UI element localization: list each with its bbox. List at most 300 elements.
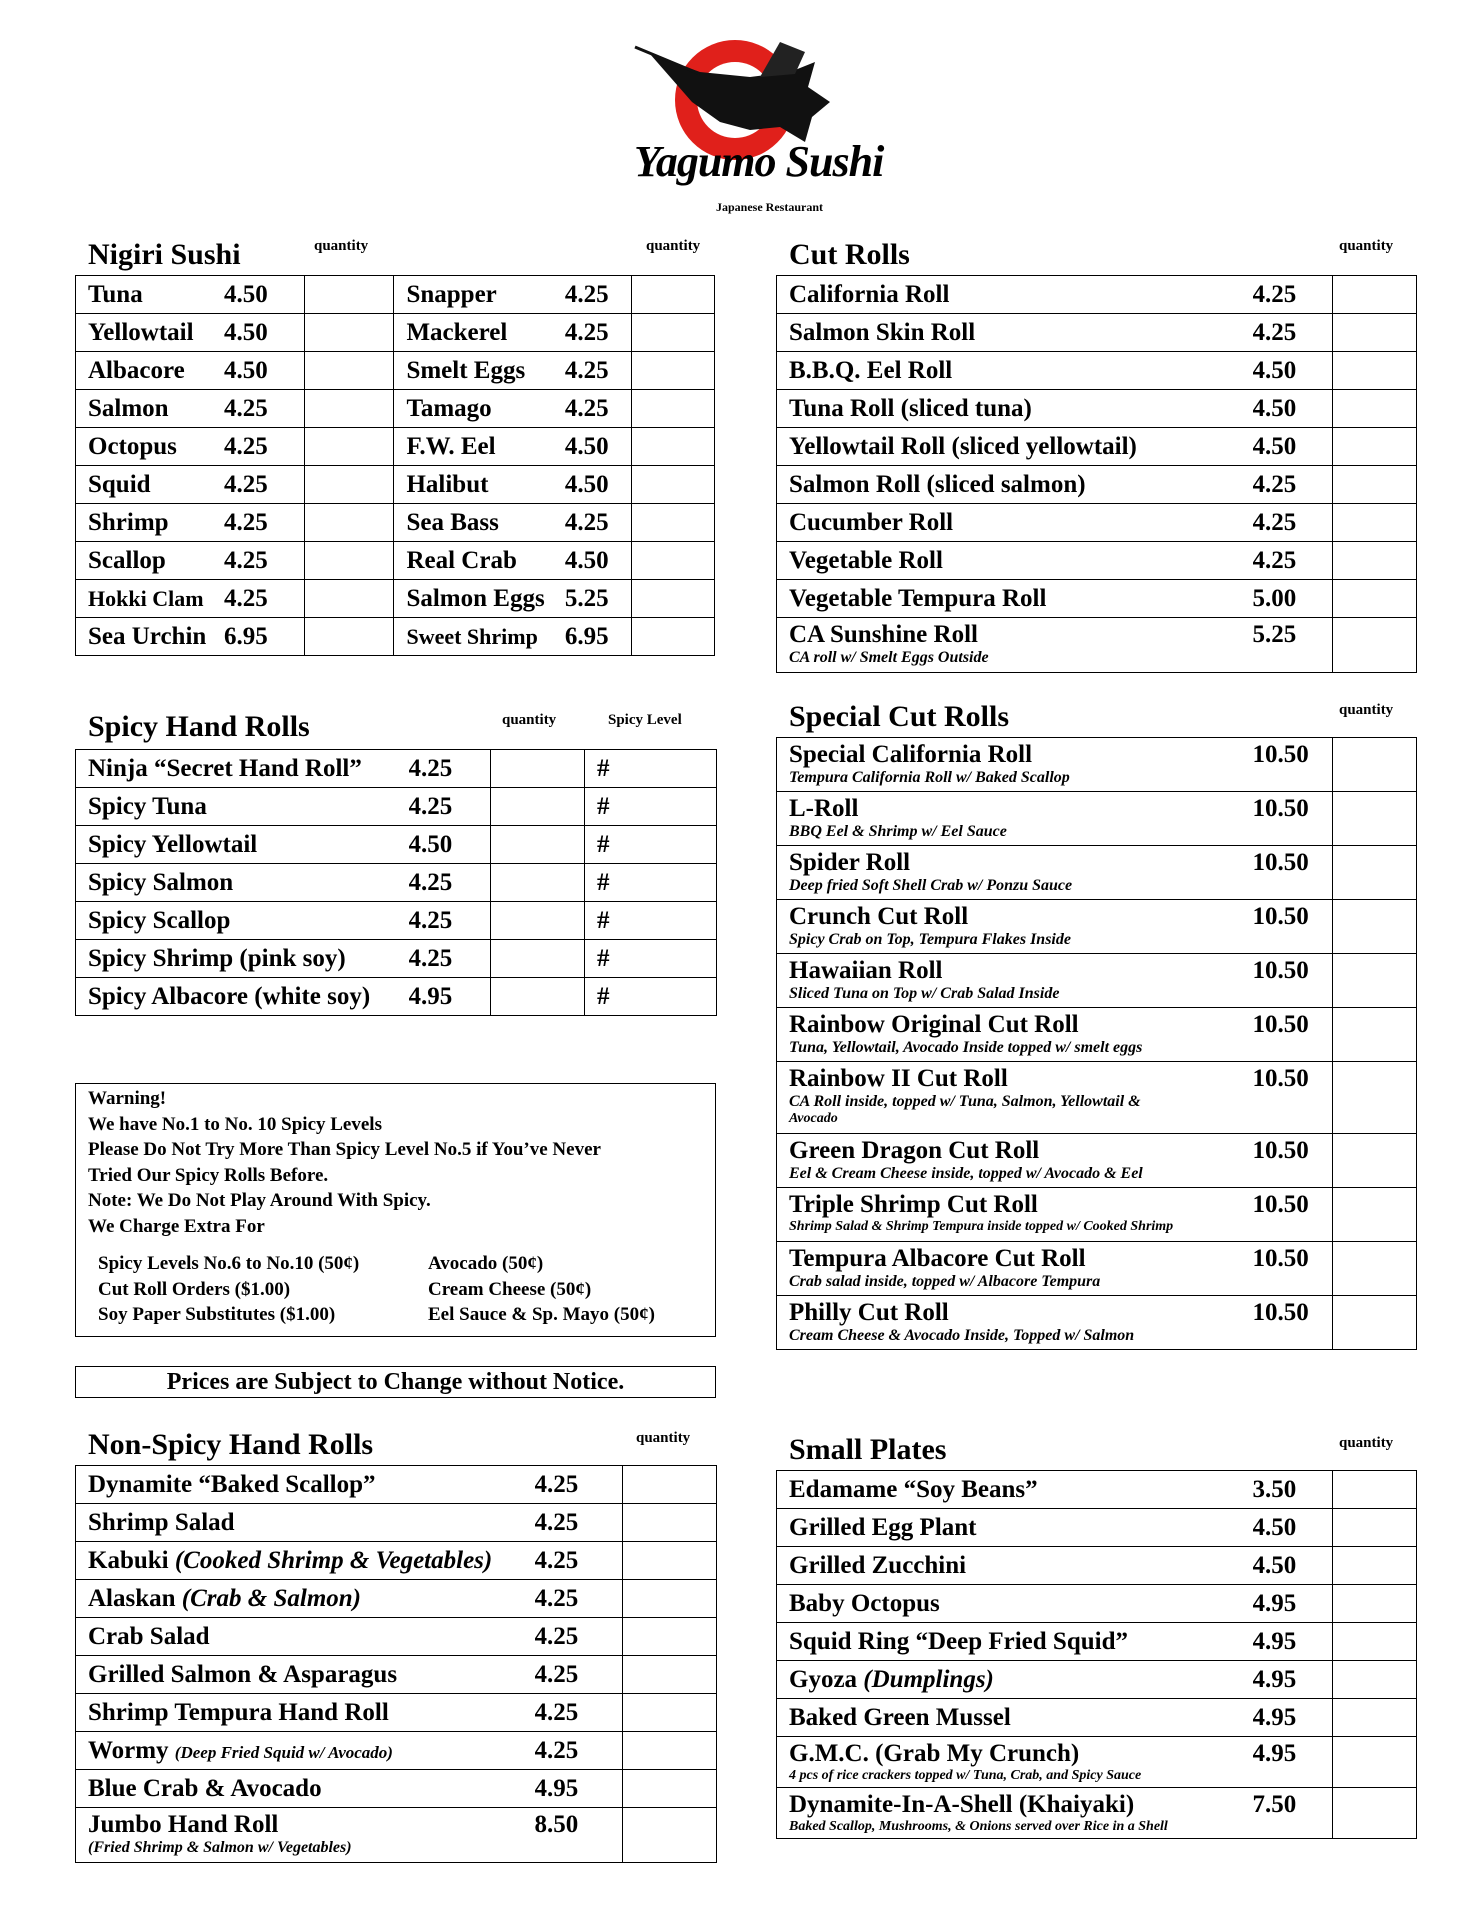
item-name-cell	[777, 738, 1253, 792]
nigiri-title: Nigiri Sushi	[88, 238, 241, 271]
item-name-cell	[76, 940, 409, 978]
item-price: 4.50	[1253, 1509, 1333, 1547]
item-price: 4.25	[409, 940, 491, 978]
item-name: Gyoza	[789, 1665, 858, 1693]
item-name: Sea Bass	[394, 504, 565, 542]
item-name-cell	[777, 1788, 1253, 1839]
item-price: 10.50	[1253, 900, 1333, 954]
quantity-input[interactable]	[304, 542, 394, 580]
table-row	[777, 1509, 1417, 1547]
item-name: Octopus	[76, 428, 225, 466]
item-price: 4.95	[1253, 1661, 1333, 1699]
item-name: Shrimp Salad	[88, 1508, 235, 1536]
quantity-input[interactable]	[1333, 1188, 1417, 1242]
spicy-level-input[interactable]: #	[585, 826, 717, 864]
quantity-label: quantity	[314, 238, 369, 254]
item-name-cell	[76, 1808, 535, 1863]
item-price: 6.95	[565, 618, 631, 656]
quantity-input[interactable]	[1333, 504, 1417, 542]
quantity-input[interactable]	[491, 940, 585, 978]
item-name-cell	[777, 900, 1253, 954]
quantity-input[interactable]	[491, 902, 585, 940]
item-name: Philly Cut Roll	[789, 1299, 949, 1326]
item-name: Squid	[76, 466, 225, 504]
quantity-label: quantity	[502, 712, 557, 728]
item-price: 4.25	[535, 1618, 623, 1656]
quantity-input[interactable]	[304, 466, 394, 504]
table-row	[777, 954, 1417, 1008]
item-description: Avocado	[789, 1111, 838, 1126]
table-row	[76, 504, 715, 542]
item-name: L-Roll	[789, 795, 859, 822]
table-row	[777, 1788, 1417, 1839]
logo-subtitle: Japanese Restaurant	[716, 200, 823, 214]
item-name: Crunch Cut Roll	[789, 903, 969, 930]
quantity-input[interactable]	[1333, 276, 1417, 314]
table-row	[777, 1188, 1417, 1242]
table-row	[76, 978, 717, 1016]
warning-line: We have No.1 to No. 10 Spicy Levels	[88, 1113, 382, 1135]
quantity-input[interactable]	[491, 750, 585, 788]
item-name: Kabuki	[88, 1546, 169, 1574]
item-name-cell	[76, 902, 409, 940]
item-name: Tuna	[76, 276, 225, 314]
item-name: G.M.C. (Grab My Crunch)	[789, 1740, 1080, 1767]
item-name-cell	[777, 1547, 1253, 1585]
quantity-input[interactable]	[304, 580, 394, 618]
item-name-cell	[777, 1296, 1253, 1350]
table-row	[777, 314, 1417, 352]
warning-line: Tried Our Spicy Rolls Before.	[88, 1164, 329, 1186]
item-price: 4.25	[1253, 314, 1333, 352]
quantity-input[interactable]	[1333, 1134, 1417, 1188]
item-note: (Cooked Shrimp & Vegetables)	[174, 1546, 493, 1574]
quantity-input[interactable]	[1333, 792, 1417, 846]
item-name-cell	[777, 276, 1253, 314]
item-name: Salmon Eggs	[394, 580, 565, 618]
item-price: 10.50	[1253, 846, 1333, 900]
spicy-level-input[interactable]: #	[585, 940, 717, 978]
item-name: F.W. Eel	[394, 428, 565, 466]
item-price: 4.50	[224, 314, 304, 352]
item-price: 4.50	[1253, 390, 1333, 428]
table-row	[777, 1585, 1417, 1623]
table-row	[777, 1471, 1417, 1509]
quantity-input[interactable]	[304, 276, 394, 314]
quantity-label: quantity	[1339, 702, 1394, 718]
warning-line: We Charge Extra For	[88, 1215, 265, 1237]
quantity-input[interactable]	[1333, 1585, 1417, 1623]
item-price: 10.50	[1253, 1188, 1333, 1242]
quantity-input[interactable]	[1333, 352, 1417, 390]
quantity-input[interactable]	[491, 826, 585, 864]
item-name-cell	[76, 978, 409, 1016]
item-name: Spicy Salmon	[88, 868, 234, 896]
item-name: Scallop	[76, 542, 225, 580]
table-row	[777, 1242, 1417, 1296]
table-row	[777, 504, 1417, 542]
quantity-input[interactable]	[631, 352, 714, 390]
quantity-label: quantity	[1339, 1435, 1394, 1451]
item-price: 4.50	[1253, 352, 1333, 390]
item-description: Spicy Crab on Top, Tempura Flakes Inside	[789, 931, 1071, 948]
item-name-cell	[777, 1134, 1253, 1188]
quantity-input[interactable]	[1333, 1547, 1417, 1585]
quantity-input[interactable]	[1333, 618, 1417, 673]
spicy-level-input[interactable]: #	[585, 750, 717, 788]
item-name: Halibut	[394, 466, 565, 504]
item-price: 4.95	[1253, 1623, 1333, 1661]
item-name-cell	[76, 1580, 535, 1618]
item-price: 4.25	[409, 864, 491, 902]
item-price: 4.25	[224, 504, 304, 542]
item-name-cell	[76, 1656, 535, 1694]
table-row	[76, 352, 715, 390]
table-row	[777, 1547, 1417, 1585]
item-name: Salmon Roll (sliced salmon)	[789, 470, 1086, 498]
logo-text: Yagumo Sushi	[634, 137, 884, 186]
spicy-warning-box	[75, 1083, 716, 1337]
item-name: Spicy Scallop	[88, 906, 231, 934]
spicy-table	[75, 749, 717, 1016]
quantity-input[interactable]	[1333, 466, 1417, 504]
quantity-input[interactable]	[1333, 846, 1417, 900]
item-description: (Fried Shrimp & Salmon w/ Vegetables)	[88, 1839, 352, 1856]
quantity-input[interactable]	[1333, 1062, 1417, 1134]
quantity-input[interactable]	[631, 314, 714, 352]
item-name: Real Crab	[394, 542, 565, 580]
item-price: 10.50	[1253, 1134, 1333, 1188]
quantity-input[interactable]	[304, 352, 394, 390]
quantity-input[interactable]	[1333, 954, 1417, 1008]
table-row	[76, 1618, 717, 1656]
table-row	[76, 1694, 717, 1732]
item-price: 4.50	[565, 542, 631, 580]
item-name: Triple Shrimp Cut Roll	[789, 1191, 1038, 1218]
table-row	[76, 428, 715, 466]
table-row	[76, 276, 715, 314]
quantity-input[interactable]	[1333, 1471, 1417, 1509]
quantity-input[interactable]	[631, 428, 714, 466]
item-name: Spicy Yellowtail	[88, 830, 258, 858]
extra-charge-item: Eel Sauce & Sp. Mayo (50¢)	[428, 1304, 655, 1325]
restaurant-logo	[630, 32, 884, 222]
quantity-input[interactable]	[631, 580, 714, 618]
item-name: Spicy Shrimp (pink soy)	[88, 944, 346, 972]
quantity-input[interactable]	[1333, 1623, 1417, 1661]
table-row	[777, 900, 1417, 954]
item-name: Salmon	[76, 390, 225, 428]
item-price: 4.95	[1253, 1585, 1333, 1623]
non-spicy-title: Non-Spicy Hand Rolls	[88, 1428, 374, 1461]
item-price: 5.00	[1253, 580, 1333, 618]
table-row	[777, 1134, 1417, 1188]
quantity-input[interactable]	[304, 504, 394, 542]
table-row	[76, 1656, 717, 1694]
item-price: 4.25	[565, 352, 631, 390]
item-name-cell	[76, 826, 409, 864]
quantity-input[interactable]	[1333, 314, 1417, 352]
nigiri-table	[75, 275, 715, 656]
quantity-input[interactable]	[623, 1466, 717, 1504]
table-row	[76, 1542, 717, 1580]
item-name: Squid Ring “Deep Fried Squid”	[789, 1627, 1128, 1655]
quantity-input[interactable]	[1333, 1008, 1417, 1062]
quantity-input[interactable]	[623, 1618, 717, 1656]
item-name: Baked Green Mussel	[789, 1703, 1011, 1731]
item-name-cell	[777, 1242, 1253, 1296]
item-name: Jumbo Hand Roll	[88, 1811, 279, 1838]
item-name: Spicy Tuna	[88, 792, 207, 820]
item-name: Vegetable Roll	[789, 546, 943, 574]
quantity-input[interactable]	[623, 1694, 717, 1732]
table-row	[76, 1808, 717, 1863]
item-name: Albacore	[76, 352, 225, 390]
spicy-level-input[interactable]: #	[585, 902, 717, 940]
item-price: 4.50	[565, 428, 631, 466]
extra-charge-item: Cut Roll Orders ($1.00)	[98, 1278, 291, 1300]
item-name-cell	[777, 1188, 1253, 1242]
item-name: California Roll	[789, 280, 950, 308]
item-name: Yellowtail	[76, 314, 225, 352]
table-row	[76, 580, 715, 618]
spicy-title: Spicy Hand Rolls	[88, 710, 310, 743]
item-name: Dynamite-In-A-Shell (Khaiyaki)	[789, 1791, 1135, 1818]
table-row	[76, 618, 715, 656]
extra-charge-item: Spicy Levels No.6 to No.10 (50¢)	[98, 1253, 360, 1274]
item-name: Rainbow Original Cut Roll	[789, 1011, 1079, 1038]
item-price: 4.25	[224, 580, 304, 618]
item-name: Grilled Egg Plant	[789, 1513, 977, 1541]
quantity-input[interactable]	[623, 1656, 717, 1694]
quantity-input[interactable]	[1333, 542, 1417, 580]
item-price: 4.95	[1253, 1737, 1333, 1788]
quantity-input[interactable]	[623, 1732, 717, 1770]
item-name: Vegetable Tempura Roll	[789, 584, 1047, 612]
item-name-cell	[777, 846, 1253, 900]
cut-rolls-title: Cut Rolls	[789, 238, 910, 271]
quantity-input[interactable]	[1333, 1296, 1417, 1350]
quantity-input[interactable]	[623, 1504, 717, 1542]
table-row	[777, 352, 1417, 390]
item-price: 10.50	[1253, 1296, 1333, 1350]
quantity-input[interactable]	[631, 618, 714, 656]
table-row	[777, 276, 1417, 314]
item-description: Cream Cheese & Avocado Inside, Topped w/ Salmon	[789, 1327, 1135, 1344]
table-row	[76, 314, 715, 352]
item-price: 4.25	[535, 1732, 623, 1770]
item-description: Deep fried Soft Shell Crab w/ Ponzu Sauce	[789, 877, 1073, 894]
item-name: Sea Urchin	[76, 618, 225, 656]
item-name: Cucumber Roll	[789, 508, 954, 536]
warning-line: Warning!	[88, 1088, 167, 1109]
item-price: 4.25	[535, 1694, 623, 1732]
item-name: Spider Roll	[789, 849, 911, 876]
quantity-input[interactable]	[1333, 1737, 1417, 1788]
quantity-input[interactable]	[631, 542, 714, 580]
item-name-cell	[777, 1699, 1253, 1737]
special-table	[776, 737, 1417, 1350]
item-name: Smelt Eggs	[394, 352, 565, 390]
quantity-input[interactable]	[1333, 428, 1417, 466]
item-price: 4.50	[224, 276, 304, 314]
quantity-input[interactable]	[1333, 390, 1417, 428]
quantity-input[interactable]	[1333, 900, 1417, 954]
quantity-input[interactable]	[491, 788, 585, 826]
item-description: Shrimp Salad & Shrimp Tempura inside topped w/ Cooked Shrimp	[789, 1219, 1174, 1234]
small-plates-table	[776, 1470, 1417, 1839]
quantity-input[interactable]	[623, 1580, 717, 1618]
item-name: Hawaiian Roll	[789, 957, 943, 984]
quantity-input[interactable]	[304, 428, 394, 466]
item-name-cell	[777, 1661, 1253, 1699]
spicy-level-input[interactable]: #	[585, 978, 717, 1016]
item-name: Dynamite “Baked Scallop”	[88, 1470, 376, 1498]
table-row	[76, 788, 717, 826]
item-name-cell	[777, 466, 1253, 504]
quantity-input[interactable]	[304, 314, 394, 352]
warning-line: Please Do Not Try More Than Spicy Level No.5 if You’ve Never	[88, 1139, 601, 1160]
quantity-input[interactable]	[1333, 580, 1417, 618]
table-row	[76, 940, 717, 978]
spicy-level-input[interactable]: #	[585, 788, 717, 826]
item-price: 4.50	[1253, 428, 1333, 466]
table-row	[777, 1661, 1417, 1699]
table-row	[76, 750, 717, 788]
quantity-input[interactable]	[304, 618, 394, 656]
item-name-cell	[777, 1585, 1253, 1623]
table-row	[777, 580, 1417, 618]
table-row	[76, 1466, 717, 1504]
quantity-input[interactable]	[1333, 1661, 1417, 1699]
item-name: Green Dragon Cut Roll	[789, 1137, 1040, 1164]
item-price: 4.25	[565, 276, 631, 314]
item-price: 4.25	[535, 1504, 623, 1542]
item-name-cell	[76, 1732, 535, 1770]
item-price: 7.50	[1253, 1788, 1333, 1839]
item-name-cell	[76, 1504, 535, 1542]
quantity-input[interactable]	[631, 390, 714, 428]
item-name-cell	[76, 1542, 535, 1580]
quantity-input[interactable]	[491, 864, 585, 902]
item-note: (Crab & Salmon)	[181, 1584, 361, 1612]
table-row	[777, 1699, 1417, 1737]
quantity-input[interactable]	[631, 276, 714, 314]
item-price: 4.50	[409, 826, 491, 864]
item-name: Shrimp	[76, 504, 225, 542]
item-price: 4.25	[1253, 276, 1333, 314]
item-price: 10.50	[1253, 1008, 1333, 1062]
quantity-input[interactable]	[1333, 1788, 1417, 1839]
item-name-cell	[76, 1770, 535, 1808]
item-name-cell	[777, 618, 1253, 673]
item-name: Special California Roll	[789, 741, 1033, 768]
quantity-input[interactable]	[623, 1770, 717, 1808]
quantity-input[interactable]	[631, 504, 714, 542]
table-row	[777, 1296, 1417, 1350]
quantity-input[interactable]	[1333, 738, 1417, 792]
item-name-cell	[777, 1737, 1253, 1788]
quantity-input[interactable]	[1333, 1509, 1417, 1547]
extra-charge-item: Cream Cheese (50¢)	[428, 1278, 592, 1300]
item-description: Eel & Cream Cheese inside, topped w/ Avocado & Eel	[789, 1165, 1143, 1182]
quantity-input[interactable]	[491, 978, 585, 1016]
item-description: CA Roll inside, topped w/ Tuna, Salmon, Yellowtail &	[789, 1093, 1141, 1110]
item-price: 4.25	[409, 788, 491, 826]
item-name-cell	[777, 314, 1253, 352]
item-name: Grilled Zucchini	[789, 1551, 967, 1579]
table-row	[76, 542, 715, 580]
quantity-input[interactable]	[1333, 1699, 1417, 1737]
item-name: Tuna Roll (sliced tuna)	[789, 394, 1032, 422]
item-price: 4.50	[224, 352, 304, 390]
item-name: Grilled Salmon & Asparagus	[88, 1660, 398, 1688]
item-price: 3.50	[1253, 1471, 1333, 1509]
cut-rolls-table	[776, 275, 1417, 673]
item-name: Spicy Albacore (white soy)	[88, 982, 371, 1010]
quantity-input[interactable]	[631, 466, 714, 504]
item-name: Snapper	[394, 276, 565, 314]
item-name: CA Sunshine Roll	[789, 621, 978, 648]
table-row	[777, 618, 1417, 673]
item-name-cell	[76, 788, 409, 826]
item-name-cell	[777, 580, 1253, 618]
item-price: 4.50	[565, 466, 631, 504]
quantity-input[interactable]	[1333, 1242, 1417, 1296]
extra-charge-item: Soy Paper Substitutes ($1.00)	[98, 1304, 336, 1325]
item-name: Ninja “Secret Hand Roll”	[88, 754, 362, 782]
item-name: Mackerel	[394, 314, 565, 352]
table-row	[76, 826, 717, 864]
item-price: 4.25	[535, 1542, 623, 1580]
item-name-cell	[76, 864, 409, 902]
item-price: 4.25	[224, 466, 304, 504]
item-name: Wormy	[88, 1736, 169, 1764]
extra-charge-item: Avocado (50¢)	[428, 1253, 544, 1274]
item-price: 4.25	[224, 390, 304, 428]
item-name-cell	[777, 542, 1253, 580]
item-name-cell	[76, 1694, 535, 1732]
item-description: CA roll w/ Smelt Eggs Outside	[789, 649, 989, 666]
item-price: 4.25	[409, 750, 491, 788]
item-name-cell	[76, 1466, 535, 1504]
item-description: Tempura California Roll w/ Baked Scallop	[789, 769, 1070, 786]
item-price: 4.25	[224, 542, 304, 580]
table-row	[777, 428, 1417, 466]
quantity-label: quantity	[636, 1430, 691, 1446]
special-title: Special Cut Rolls	[789, 700, 1010, 733]
item-price: 4.25	[535, 1656, 623, 1694]
quantity-input[interactable]	[304, 390, 394, 428]
item-name-cell	[76, 1618, 535, 1656]
item-name: Crab Salad	[88, 1622, 210, 1650]
item-name-cell	[777, 954, 1253, 1008]
item-name-cell	[777, 428, 1253, 466]
item-price: 4.25	[409, 902, 491, 940]
item-name: Tamago	[394, 390, 565, 428]
quantity-label: quantity	[646, 238, 701, 254]
table-row	[777, 1008, 1417, 1062]
item-price: 4.50	[1253, 1547, 1333, 1585]
item-description: Baked Scallop, Mushrooms, & Onions served over Rice in a Shell	[789, 1819, 1168, 1834]
quantity-input[interactable]	[623, 1542, 717, 1580]
table-row	[76, 1504, 717, 1542]
spicy-level-input[interactable]: #	[585, 864, 717, 902]
table-row	[777, 542, 1417, 580]
item-price: 5.25	[1253, 618, 1333, 673]
quantity-input[interactable]	[623, 1808, 717, 1863]
table-row	[76, 864, 717, 902]
